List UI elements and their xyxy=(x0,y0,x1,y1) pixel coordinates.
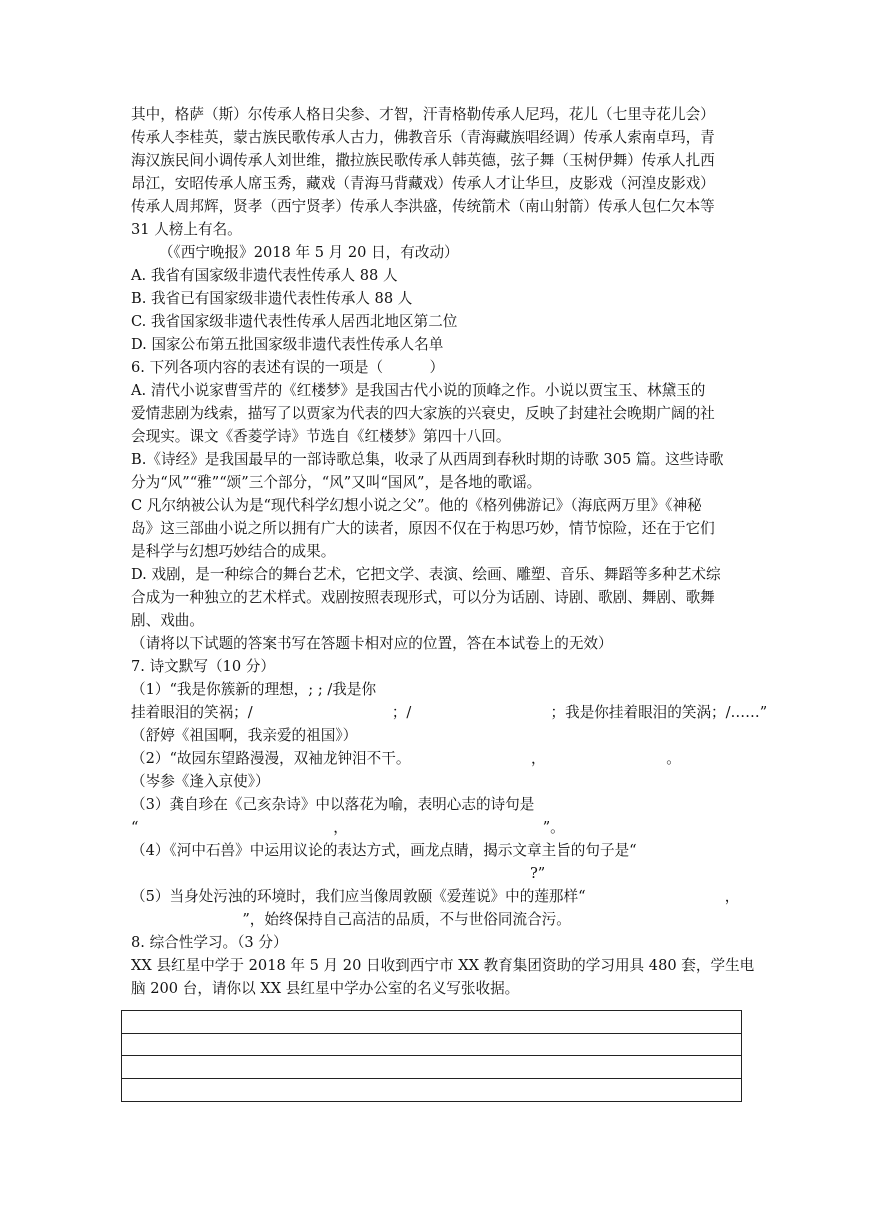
text-line: 岛》这三部曲小说之所以拥有广大的读者，原因不仅在于构思巧妙，情节惊险，还在于它们 xyxy=(131,520,715,537)
text-line: （4）《河中石兽》中运用议论的表达方式，画龙点睛，揭示文章主旨的句子是“ xyxy=(131,842,637,859)
text-line: “ ， ”。 xyxy=(131,819,565,836)
text-line: （岑参《逢入京使》） xyxy=(131,773,270,790)
answer-instruction: （请将以下试题的答案书写在答题卡相对应的位置，答在本试卷上的无效） xyxy=(131,635,613,652)
option-d: D. 国家公布第五批国家级非遗代表性传承人名单 xyxy=(131,336,444,353)
option-c: C. 我省国家级非遗代表性传承人居西北地区第二位 xyxy=(131,313,458,330)
text-line: 海汉族民间小调传承人刘世维，撒拉族民歌传承人韩英德，弦子舞（玉树伊舞）传承人扎西 xyxy=(131,152,715,169)
text-line: 剧、戏曲。 xyxy=(131,612,204,629)
text-line: 爱情悲剧为线索，描写了以贾家为代表的四大家族的兴衰史，反映了封建社会晚期广阔的社 xyxy=(131,405,715,422)
table-row xyxy=(122,1011,741,1034)
text-line: 会现实。课文《香菱学诗》节选自《红楼梦》第四十八回。 xyxy=(131,428,511,445)
question-6: 6. 下列各项内容的表述有误的一项是（ ） xyxy=(131,359,445,376)
text-line: B.《诗经》是我国最早的一部诗歌总集，收录了从西周到春秋时期的诗歌 305 篇。这些诗歌 xyxy=(131,451,724,468)
table-row xyxy=(122,1079,741,1102)
text-line: 昂江，安昭传承人席玉秀，藏戏（青海马背藏戏）传承人才让华旦，皮影戏（河湟皮影戏） xyxy=(131,175,715,192)
text-line: ?” xyxy=(131,865,546,882)
text-line: （1）“我是你簇新的理想，; ; /我是你 xyxy=(131,681,377,698)
text-line: 脑 200 台，请你以 XX 县红星中学办公室的名义写张收据。 xyxy=(131,980,520,997)
question-8: 8. 综合性学习。（3 分） xyxy=(131,934,288,951)
question-7: 7. 诗文默写（10 分） xyxy=(131,658,275,675)
option-a: A. 我省有国家级非遗代表性传承人 88 人 xyxy=(131,267,398,284)
option-b: B. 我省已有国家级非遗代表性传承人 88 人 xyxy=(131,290,413,307)
text-line: 传承人李桂英，蒙古族民歌传承人古力，佛教音乐（青海藏族唱经调）传承人索南卓玛，青 xyxy=(131,129,715,146)
text-line: 其中，格萨（斯）尔传承人格日尖参、才智，汗青格勒传承人尼玛，花儿（七里寺花儿会） xyxy=(131,106,715,123)
text-line: 合成为一种独立的艺术样式。戏剧按照表现形式，可以分为话剧、诗剧、歌剧、舞剧、歌舞 xyxy=(131,589,715,606)
text-line: 挂着眼泪的笑祸；/ ；/ ；我是你挂着眼泪的笑涡；/……” xyxy=(131,704,768,721)
text-line: （3）龚自珍在《己亥杂诗》中以落花为喻，表明心志的诗句是 xyxy=(131,796,535,813)
text-line: （2）“故园东望路漫漫，双袖龙钟泪不干。 ， 。 xyxy=(131,750,681,767)
text-line: 传承人周邦辉，贤孝（西宁贤孝）传承人李洪盛，传统箭术（南山射箭）传承人包仁欠本等 xyxy=(131,198,715,215)
text-line: XX 县红星中学于 2018 年 5 月 20 日收到西宁市 XX 教育集团资助的学习用具 480 套，学生电 xyxy=(131,957,755,974)
text-line: （舒婷《祖国啊，我亲爱的祖国》） xyxy=(131,727,358,744)
text-line: A. 清代小说家曹雪芹的《红楼梦》是我国古代小说的顶峰之作。小说以贾宝玉、林黛玉的 xyxy=(131,382,706,399)
text-line: （5）当身处污浊的环境时，我们应当像周敦颐《爱莲说》中的莲那样“ ， xyxy=(131,888,740,905)
source-citation: （《西宁晚报》2018 年 5 月 20 日，有改动） xyxy=(131,244,459,261)
text-line: 是科学与幻想巧妙结合的成果。 xyxy=(131,543,336,560)
table-row xyxy=(122,1034,741,1057)
table-row xyxy=(122,1056,741,1079)
text-line: 分为“风”“雅”“颂”三个部分，“风”又叫“国风”，是各地的歌谣。 xyxy=(131,474,542,491)
text-line: C 凡尔纳被公认为是“现代科学幻想小说之父”。他的《格列佛游记》（海底两万里》《神秘 xyxy=(131,497,702,514)
text-line: 31 人榜上有名。 xyxy=(131,221,242,238)
text-line: D. 戏剧，是一种综合的舞台艺术，它把文学、表演、绘画、雕塑、音乐、舞蹈等多种艺术综 xyxy=(131,566,721,583)
text-line: ”，始终保持自己高洁的品质，不与世俗同流合污。 xyxy=(131,911,571,928)
receipt-table xyxy=(121,1010,742,1102)
